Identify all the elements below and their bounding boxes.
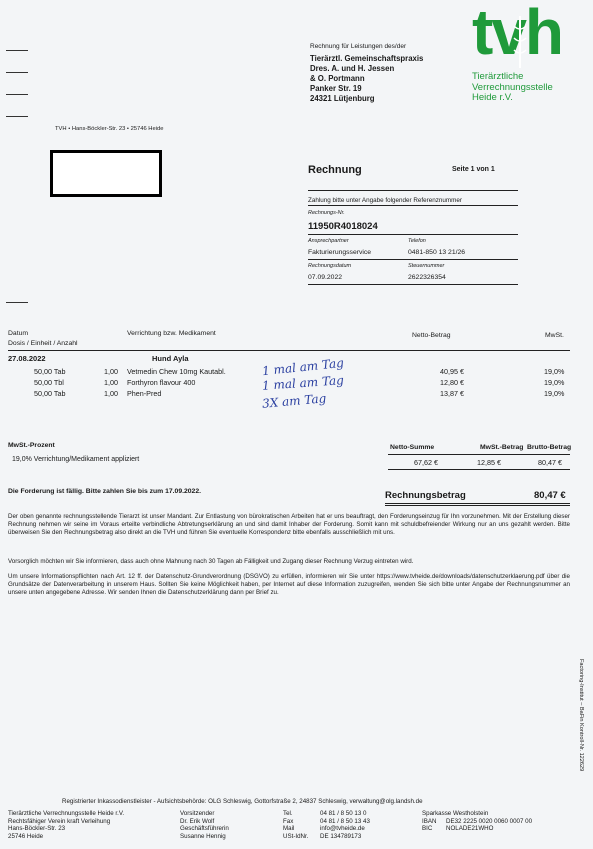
summary-divider: [388, 469, 570, 470]
tax-value: 2622326354: [408, 274, 446, 281]
reference-intro: Zahlung bitte unter Angabe folgender Referenznummer: [308, 197, 463, 204]
divider: [308, 190, 518, 191]
row-qty: 1,00: [104, 389, 118, 398]
patient-name: Hund Ayla: [152, 354, 189, 363]
phone-label: Telefon: [408, 238, 426, 244]
logo-line: Heide r.V.: [472, 92, 513, 103]
fold-mark: [6, 116, 28, 117]
col-desc-header: Verrichtung bzw. Medikament: [127, 330, 216, 337]
footer-line: Geschäftsführerin: [180, 825, 229, 833]
total-underline: [385, 505, 570, 506]
footer-line: info@tvheide.de: [320, 825, 365, 833]
page-indicator: Seite 1 von 1: [452, 166, 495, 173]
footer-line: 04 81 / 8 50 13 0: [320, 810, 367, 817]
sender-line: Tierärztl. Gemeinschaftspraxis: [310, 54, 424, 63]
footer-col-bank-values: [446, 818, 532, 833]
row-vat: 19,0%: [544, 389, 565, 398]
col-vat-header: MwSt.: [545, 332, 564, 339]
footer-line: BIC: [422, 825, 433, 833]
footer-line: NOLADE21WHO: [446, 825, 494, 833]
total-amount: 80,47 €: [534, 490, 566, 501]
row-net: 13,87 €: [440, 389, 464, 398]
row-dose: 50,00 Tab: [34, 389, 66, 398]
net-sum-header: Netto-Summe: [390, 444, 435, 451]
sender-line: & O. Portmann: [310, 74, 365, 83]
logo-text: [472, 72, 553, 104]
side-note-wrapper: [577, 660, 585, 820]
row-qty: 1,00: [104, 378, 118, 387]
mandate-paragraph: Der oben genannte rechnungsstellende Tierarzt ist unser Mandant. Zur Entlastung von bürokratischen Arbeiten hat er uns beauftragt, den Forderungseinzug für Ihn vorzunehmen. Mit der Erstellung dieser Rechnung nehmen wir seine im Voraus erteilte verbindliche Abtretungserklärung an und sind damit Inhaber der Forderung. Somit kann mit schuldbefreiender Wirkung nur an uns gezahlt werden. Bitte überweisen Sie den Rechnungsbetrag also direkt an die TVH und führen Sie eventuelle Korrespondenz bitte ebenfalls ausschließlich mit uns.: [8, 513, 570, 536]
row-net: 12,80 €: [440, 378, 464, 387]
footer-line: Dr. Erik Wolf: [180, 817, 215, 825]
row-net: 40,95 €: [440, 367, 464, 376]
row-vat: 19,0%: [544, 367, 565, 376]
footer-line: Sparkasse Westholstein: [422, 810, 489, 817]
redaction-inner: [53, 153, 159, 194]
gross-sum-header: Brutto-Betrag: [527, 444, 572, 451]
footer-line: Hans-Böckler-Str. 23: [8, 825, 66, 833]
footer-line: Fax: [283, 817, 294, 825]
footer-col-board: [180, 810, 229, 840]
tax-label: Steuernummer: [408, 263, 445, 269]
visit-date: 27.08.2022: [8, 354, 46, 363]
footer-line: 25746 Heide: [8, 832, 44, 840]
logo-line: Tierärztliche: [472, 71, 524, 82]
footer-authority: Registrierter Inkassodienstleister - Aufsichtsbehörde: OLG Schleswig, Gottorfstraße 2, 24837 Schleswig, verwaltung@olg.landsh.de: [62, 798, 423, 805]
redacted-recipient-box: [50, 150, 162, 197]
total-underline: [385, 503, 570, 504]
total-label: Rechnungsbetrag: [385, 490, 466, 501]
date-label: Rechnungsdatum: [308, 263, 352, 269]
tvh-logo: tvh: [472, 0, 562, 68]
handwritten-note: 1 mal am Tag: [261, 355, 345, 379]
vat-sum: 12,85 €: [477, 458, 501, 467]
row-dose: 50,00 Tab: [34, 367, 66, 376]
footer-line: Vorsitzender: [180, 810, 215, 817]
date-value: 07.09.2022: [308, 274, 343, 281]
return-address: TVH • Hans-Böckler-Str. 23 • 25746 Heide: [55, 126, 164, 132]
net-sum: 67,62 €: [414, 458, 438, 467]
footer-line: Tierärztliche Verrechnungsstelle Heide r.V.: [8, 810, 125, 817]
footer-col-contact-values: [320, 810, 370, 840]
footer-line: 04 81 / 8 50 13 43: [320, 817, 370, 825]
summary-divider: [388, 454, 570, 455]
handwritten-note: 1 mal am Tag: [261, 373, 345, 393]
divider: [308, 234, 518, 235]
vat-line: 19,0% Verrichtung/Medikament appliziert: [12, 456, 140, 463]
caduceus-icon: [510, 14, 530, 70]
default-notice-paragraph: Vorsorglich möchten wir Sie informieren, dass auch ohne Mahnung nach 30 Tagen ab Fälligkeit und Zugang dieser Rechnung Verzug eintreten wird.: [8, 558, 414, 565]
logo-line: Verrechnungsstelle: [472, 81, 553, 93]
divider: [308, 205, 518, 206]
footer-line: DE 134789173: [320, 832, 362, 840]
handwritten-note: 3X am Tag: [261, 391, 327, 411]
col-date-header: Datum: [8, 330, 29, 337]
footer-line: Tel.: [283, 810, 293, 817]
contact-value: Fakturierungsservice: [308, 249, 372, 256]
vat-section-title: MwSt.-Prozent: [8, 442, 55, 449]
footer-col-org: [8, 810, 124, 840]
row-desc: Vetmedin Chew 10mg Kautabl.: [127, 367, 226, 376]
reference-label: Rechnungs-Nr.: [308, 210, 345, 216]
sender-line: Dres. A. und H. Jessen: [310, 64, 395, 73]
row-desc: Forthyron flavour 400: [127, 378, 196, 387]
vat-sum-header: MwSt.-Betrag: [480, 444, 524, 451]
contact-label: Ansprechpartner: [308, 238, 349, 244]
fold-mark: [6, 72, 28, 73]
divider: [308, 284, 518, 285]
divider: [308, 259, 518, 260]
row-vat: 19,0%: [544, 378, 565, 387]
sender-intro: Rechnung für Leistungen des/der: [310, 43, 407, 50]
footer-col-contact-labels: [283, 810, 308, 840]
sender-line: 24321 Lütjenburg: [310, 94, 375, 103]
phone-value: 0481-850 13 21/26: [408, 249, 466, 256]
invoice-title: Rechnung: [308, 164, 362, 176]
footer-line: DE32 2225 0020 0060 0007 00: [446, 817, 533, 825]
row-desc: Phen-Pred: [127, 389, 162, 398]
row-qty: 1,00: [104, 367, 118, 376]
fold-mark: [6, 94, 28, 95]
table-header-divider: [8, 350, 570, 351]
col-dose-header: Dosis / Einheit / Anzahl: [8, 340, 78, 347]
footer-line: Susanne Hennig: [180, 832, 226, 840]
fold-mark: [6, 302, 28, 303]
sender-address: [310, 54, 423, 104]
col-net-header: Netto-Betrag: [412, 332, 451, 339]
fold-mark: [6, 50, 28, 51]
footer-line: Mail: [283, 825, 295, 833]
side-note: Factoring-Institut – BaFin Kontroll-Nr. 122629: [578, 659, 584, 772]
footer-line: USt-IdNr.: [283, 832, 309, 840]
sender-line: Panker Str. 19: [310, 84, 362, 93]
due-notice: Die Forderung ist fällig. Bitte zahlen Sie bis zum 17.09.2022.: [8, 488, 202, 495]
privacy-paragraph: Um unsere Informationspflichten nach Art. 12 ff. der Datenschutz-Grundverordnung (DSGVO) zu erfüllen, informieren wir Sie unter https://www.tvheide.de/downloads/datenschutzerklaerung.pdf über die Grundsätze der Datenverarbeitung in unserem Haus. Sollten Sie keine Möglichkeit haben, per Internet auf diese Information zuzugreifen, wenden Sie sich bitte unter Angabe der Rechnungsnummer an unsere unten angegebene Adresse. Wir senden Ihnen die Datenschutzerklärung dann per Brief zu.: [8, 573, 570, 596]
footer-line: Rechtsfähiger Verein kraft Verleihung: [8, 817, 111, 825]
footer-line: IBAN: [422, 817, 437, 825]
gross-sum: 80,47 €: [538, 458, 562, 467]
row-dose: 50,00 Tbl: [34, 378, 64, 387]
reference-number: 11950R4018024: [308, 221, 378, 232]
